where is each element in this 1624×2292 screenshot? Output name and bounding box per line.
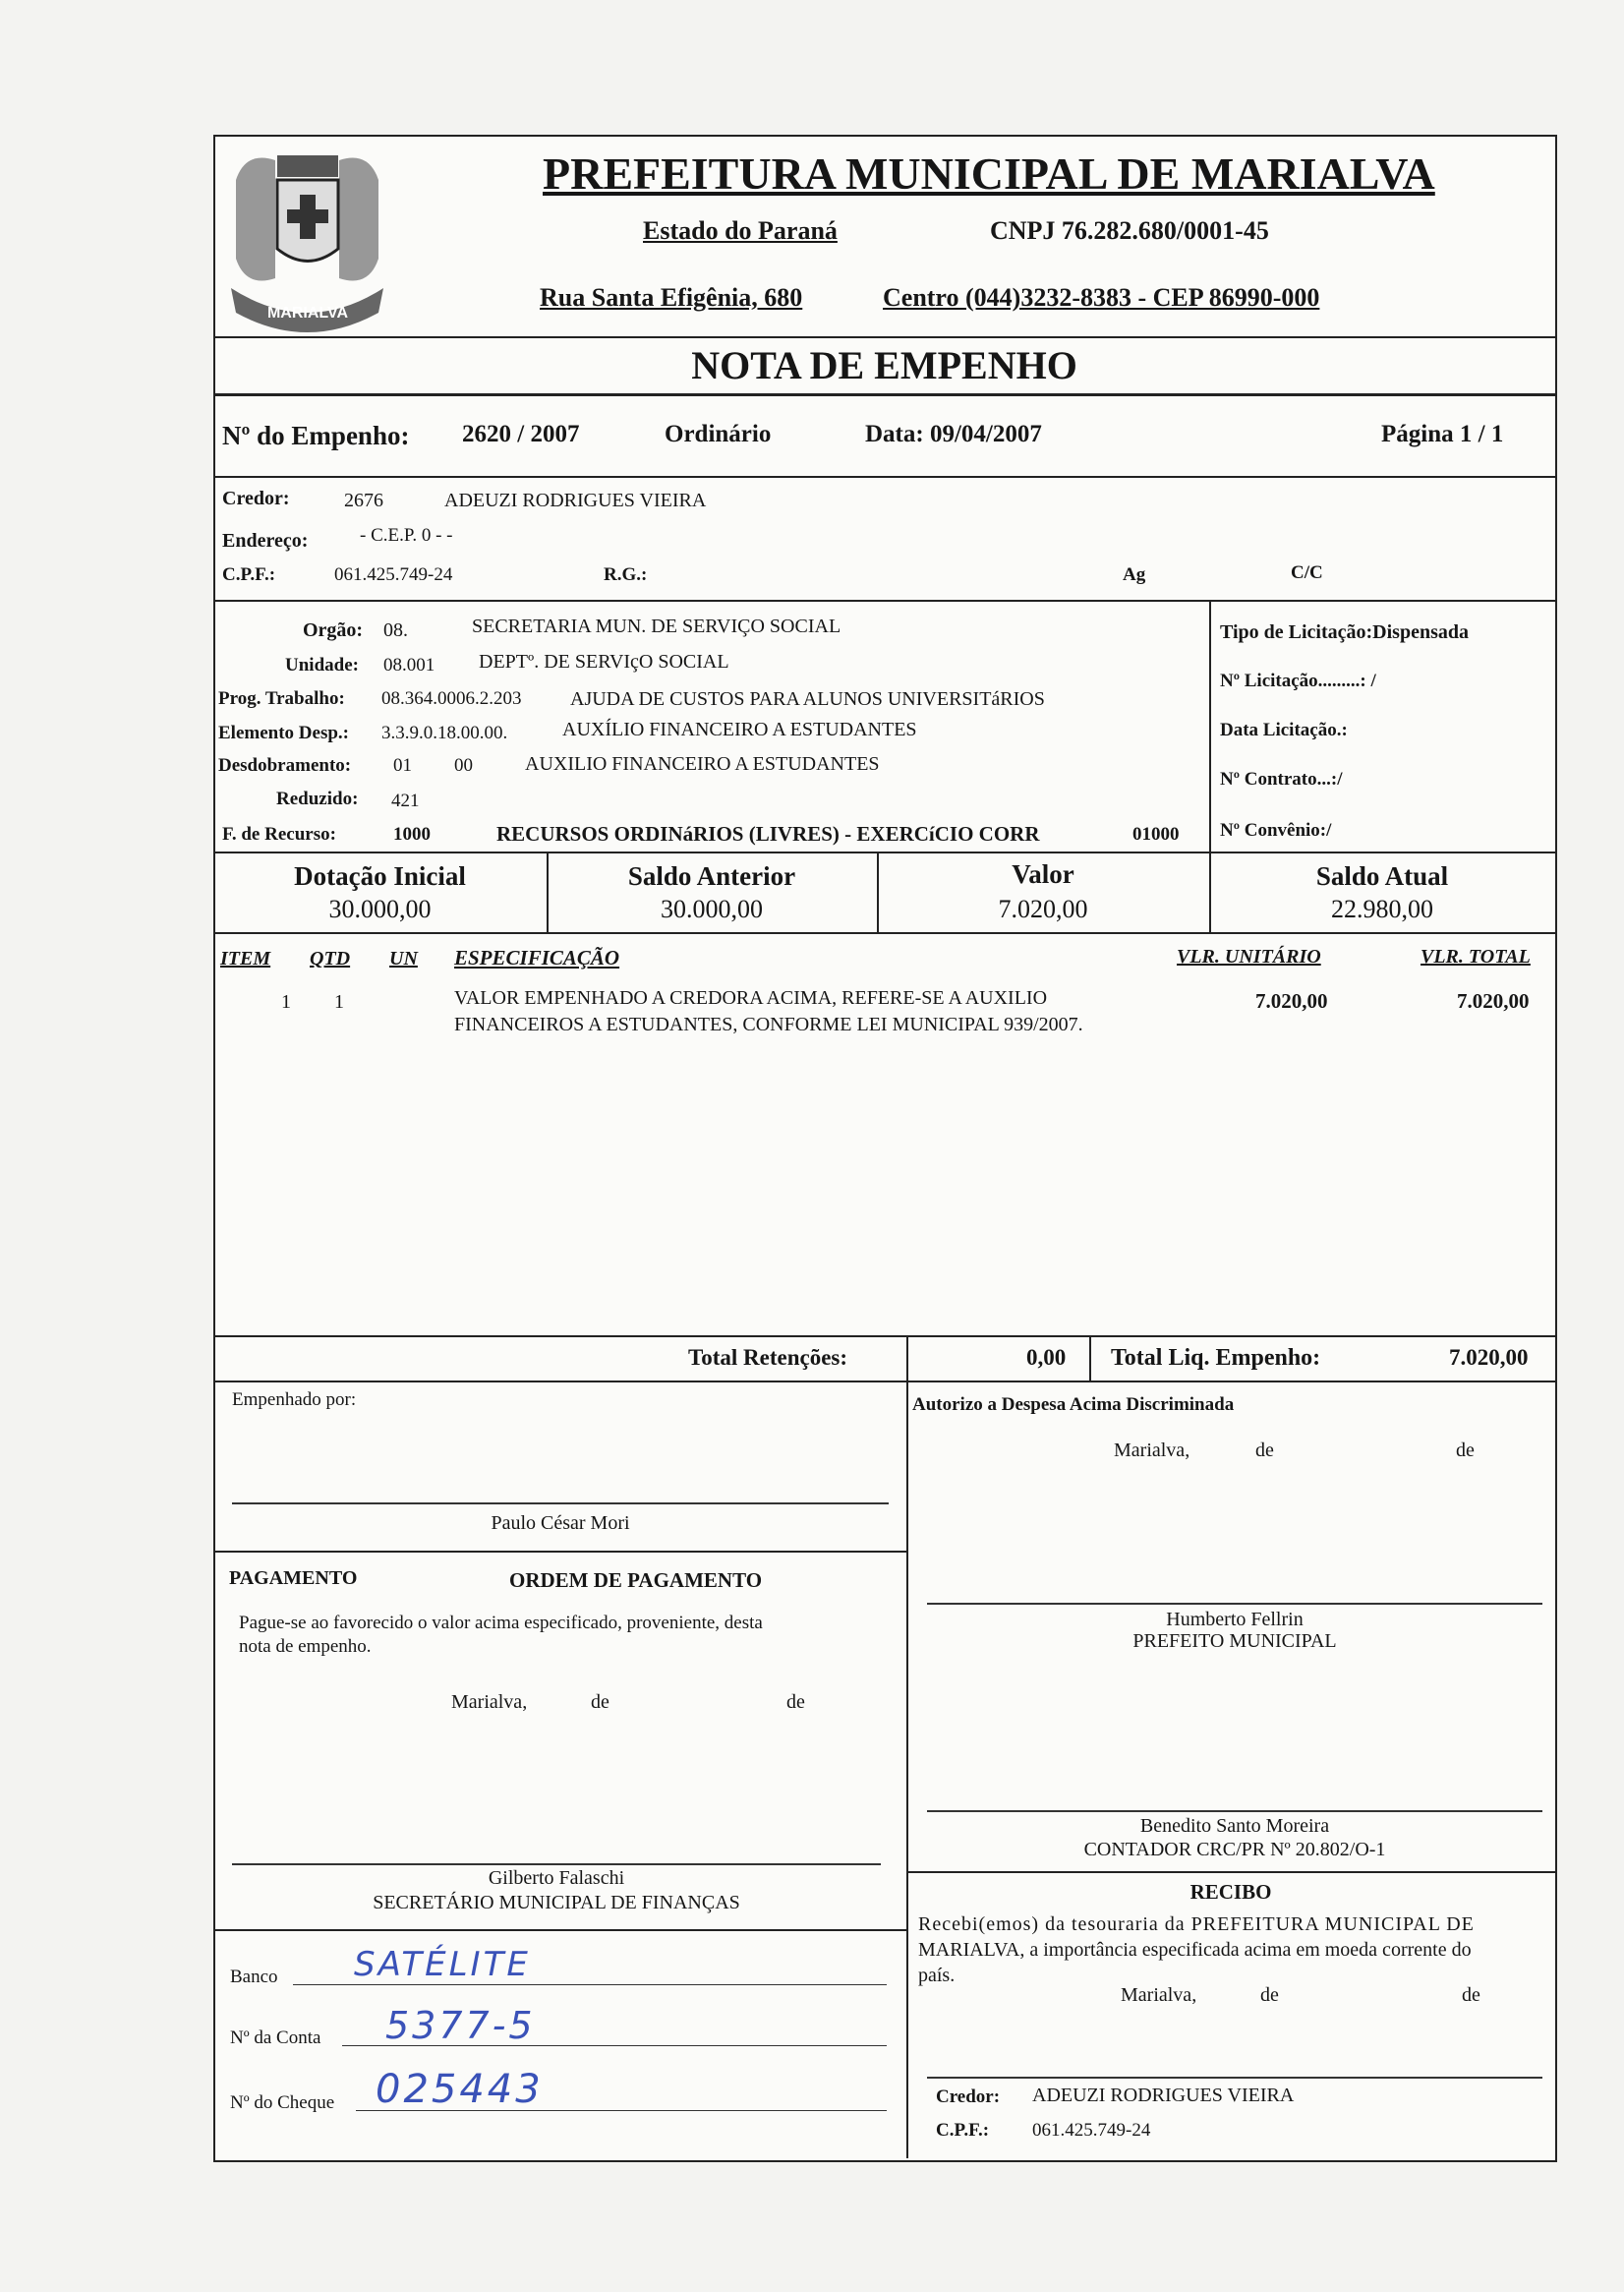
banco-line xyxy=(293,1984,887,1985)
desdobramento-b: 00 xyxy=(454,755,473,776)
programa-code: 08.364.0006.2.203 xyxy=(381,688,522,709)
conta-label: Nº da Conta xyxy=(230,2028,321,2048)
recurso-label: F. de Recurso: xyxy=(222,824,336,845)
rg-label: R.G.: xyxy=(604,564,648,585)
secretario-name: Gilberto Falaschi xyxy=(488,1867,625,1889)
autorizo-label: Autorizo a Despesa Acima Discriminada xyxy=(912,1394,1235,1415)
signature-line xyxy=(927,1810,1542,1812)
pagamento-text-line1: Pague-se ao favorecido o valor acima especificado, proveniente, desta xyxy=(239,1613,763,1633)
district-phone-cep: Centro (044)3232-8383 - CEP 86990-000 xyxy=(883,283,1320,312)
divider xyxy=(213,1929,906,1931)
cpf-value: 061.425.749-24 xyxy=(334,564,453,585)
divider xyxy=(213,932,1555,934)
desdobramento-label: Desdobramento: xyxy=(218,755,352,776)
item-spec-line2: FINANCEIROS A ESTUDANTES, CONFORME LEI MUNICIPAL 939/2007. xyxy=(454,1014,1083,1035)
recibo-text-line3: país. xyxy=(918,1965,956,1986)
recibo-title: RECIBO xyxy=(1189,1880,1272,1904)
divider xyxy=(213,600,1555,602)
empenhado-name: Paulo César Mori xyxy=(491,1512,630,1534)
empenho-label: Nº do Empenho: xyxy=(222,421,410,450)
recibo-credor-name: ADEUZI RODRIGUES VIEIRA xyxy=(1032,2085,1295,2106)
unidade-code: 08.001 xyxy=(383,655,435,676)
orgao-label: Orgão: xyxy=(303,619,364,641)
liquido-value: 7.020,00 xyxy=(1449,1345,1529,1370)
banco-handwritten: SATÉLITE xyxy=(354,1945,531,1984)
recurso-code: 1000 xyxy=(393,824,431,845)
programa-label: Prog. Trabalho: xyxy=(218,688,345,709)
divider xyxy=(906,1335,908,1381)
autorizo-de-1: de xyxy=(1255,1440,1274,1461)
licitacao-numero: Nº Licitação.........: / xyxy=(1220,671,1376,691)
recibo-credor-label: Credor: xyxy=(936,2086,1001,2107)
signature-line xyxy=(927,2077,1542,2079)
cnpj: CNPJ 76.282.680/0001-45 xyxy=(990,216,1269,245)
cheque-label: Nº do Cheque xyxy=(230,2092,335,2113)
empenhado-label: Empenhado por: xyxy=(232,1389,357,1410)
balance-label: Saldo Anterior xyxy=(627,861,796,891)
item-number: 1 xyxy=(281,991,291,1013)
balance-label: Saldo Atual xyxy=(1315,861,1449,891)
retencoes-value: 0,00 xyxy=(1026,1345,1067,1370)
pagamento-de-2: de xyxy=(786,1691,805,1713)
contador-name: Benedito Santo Moreira xyxy=(1139,1815,1330,1837)
pagamento-label: PAGAMENTO xyxy=(229,1567,358,1589)
municipality-title: PREFEITURA MUNICIPAL DE MARIALVA xyxy=(543,148,1435,199)
document-title: NOTA DE EMPENHO xyxy=(691,343,1077,387)
address-label: Endereço: xyxy=(222,530,309,552)
credor-label: Credor: xyxy=(222,488,290,509)
cpf-label: C.P.F.: xyxy=(222,564,276,585)
retencoes-label: Total Retenções: xyxy=(688,1345,848,1370)
licitacao-data: Data Licitação.: xyxy=(1220,720,1348,740)
street-address: Rua Santa Efigênia, 680 xyxy=(540,283,803,312)
prefeito-name: Humberto Fellrin xyxy=(1166,1609,1304,1630)
items-header-qtd: QTD xyxy=(310,948,351,970)
divider xyxy=(213,1551,906,1553)
pagamento-text-line2: nota de empenho. xyxy=(239,1636,372,1657)
municipal-crest xyxy=(216,141,398,337)
items-header-unit: VLR. UNITÁRIO xyxy=(1177,946,1321,968)
state-name: Estado do Paraná xyxy=(643,216,838,245)
divider xyxy=(213,393,1555,396)
item-total-value: 7.020,00 xyxy=(1457,989,1530,1013)
pagamento-city: Marialva, xyxy=(451,1691,528,1713)
divider xyxy=(1089,1335,1091,1381)
recibo-de-2: de xyxy=(1462,1984,1480,2006)
items-header-un: UN xyxy=(389,948,418,970)
desdobramento-name: AUXILIO FINANCEIRO A ESTUDANTES xyxy=(525,753,880,775)
signature-line xyxy=(232,1502,889,1504)
agency-label: Ag xyxy=(1123,564,1146,585)
page-number: Página 1 / 1 xyxy=(1381,421,1504,447)
elemento-name: AUXÍLIO FINANCEIRO A ESTUDANTES xyxy=(562,719,917,740)
account-label: C/C xyxy=(1291,562,1323,583)
empenho-number: 2620 / 2007 xyxy=(462,421,580,447)
reduzido-label: Reduzido: xyxy=(276,789,359,809)
conta-handwritten: 5377-5 xyxy=(385,2004,536,2047)
divider xyxy=(213,1335,1555,1337)
item-unit-value: 7.020,00 xyxy=(1255,989,1328,1013)
signature-line xyxy=(232,1863,881,1865)
convenio-numero: Nº Convênio:/ xyxy=(1220,820,1332,841)
credor-code: 2676 xyxy=(344,490,383,511)
pagamento-de-1: de xyxy=(591,1691,609,1713)
autorizo-de-2: de xyxy=(1456,1440,1475,1461)
balance-label: Dotação Inicial xyxy=(294,861,466,891)
divider xyxy=(213,476,1555,478)
autorizo-city: Marialva, xyxy=(1114,1440,1190,1461)
cheque-handwritten: 025443 xyxy=(376,2067,544,2112)
items-header-item: ITEM xyxy=(220,948,271,970)
balance-label: Valor xyxy=(1012,859,1074,889)
divider xyxy=(906,1871,1555,1873)
divider xyxy=(213,336,1555,338)
elemento-code: 3.3.9.0.18.00.00. xyxy=(381,723,508,743)
recurso-suffix: 01000 xyxy=(1132,824,1180,845)
reduzido-value: 421 xyxy=(391,791,420,811)
divider xyxy=(213,852,1555,853)
signature-line xyxy=(927,1603,1542,1605)
empenho-date: Data: 09/04/2007 xyxy=(865,421,1042,447)
recurso-name: RECURSOS ORDINáRIOS (LIVRES) - EXERCíCIO CORR xyxy=(496,822,1040,846)
items-header-spec: ESPECIFICAÇÃO xyxy=(454,946,620,970)
ordem-pagamento-title: ORDEM DE PAGAMENTO xyxy=(509,1568,763,1592)
desdobramento-a: 01 xyxy=(393,755,412,776)
item-spec-line1: VALOR EMPENHADO A CREDORA ACIMA, REFERE-SE A AUXILIO xyxy=(454,987,1048,1009)
balance-value: 30.000,00 xyxy=(661,895,763,923)
elemento-label: Elemento Desp.: xyxy=(218,723,349,743)
unidade-name: DEPTº. DE SERVIçO SOCIAL xyxy=(479,651,729,673)
contador-role: CONTADOR CRC/PR Nº 20.802/O-1 xyxy=(1083,1839,1386,1860)
credor-name: ADEUZI RODRIGUES VIEIRA xyxy=(444,490,707,511)
balance-value: 7.020,00 xyxy=(998,895,1088,923)
divider xyxy=(1209,600,1211,853)
empenho-kind: Ordinário xyxy=(665,421,772,447)
divider xyxy=(906,1381,908,2158)
unidade-label: Unidade: xyxy=(285,655,359,676)
licitacao-tipo: Tipo de Licitação:Dispensada xyxy=(1220,621,1469,643)
address-value: - C.E.P. 0 - - xyxy=(360,525,453,546)
orgao-code: 08. xyxy=(383,619,408,641)
recibo-city: Marialva, xyxy=(1121,1984,1197,2006)
liquido-label: Total Liq. Empenho: xyxy=(1111,1345,1321,1371)
balance-value: 22.980,00 xyxy=(1331,895,1433,923)
recibo-de-1: de xyxy=(1260,1984,1279,2006)
banco-label: Banco xyxy=(230,1967,278,1987)
recibo-cpf-value: 061.425.749-24 xyxy=(1032,2120,1151,2141)
programa-name: AJUDA DE CUSTOS PARA ALUNOS UNIVERSITáRIOS xyxy=(570,688,1045,710)
recibo-text-line1: Recebi(emos) da tesouraria da PREFEITURA MUNICIPAL DE xyxy=(918,1913,1475,1935)
items-header-total: VLR. TOTAL xyxy=(1421,946,1531,968)
recibo-cpf-label: C.P.F.: xyxy=(936,2120,990,2141)
contrato-numero: Nº Contrato...:/ xyxy=(1220,769,1343,790)
secretario-role: SECRETÁRIO MUNICIPAL DE FINANÇAS xyxy=(373,1892,740,1913)
divider xyxy=(213,1381,1555,1382)
item-qtd: 1 xyxy=(334,991,344,1013)
recibo-text-line2: MARIALVA, a importância especificada acima em moeda corrente do xyxy=(918,1939,1472,1961)
prefeito-role: PREFEITO MUNICIPAL xyxy=(1132,1630,1337,1652)
balance-value: 30.000,00 xyxy=(328,895,432,923)
crest-ribbon-text: MARIALVA xyxy=(266,305,349,322)
orgao-name: SECRETARIA MUN. DE SERVIÇO SOCIAL xyxy=(472,616,841,637)
